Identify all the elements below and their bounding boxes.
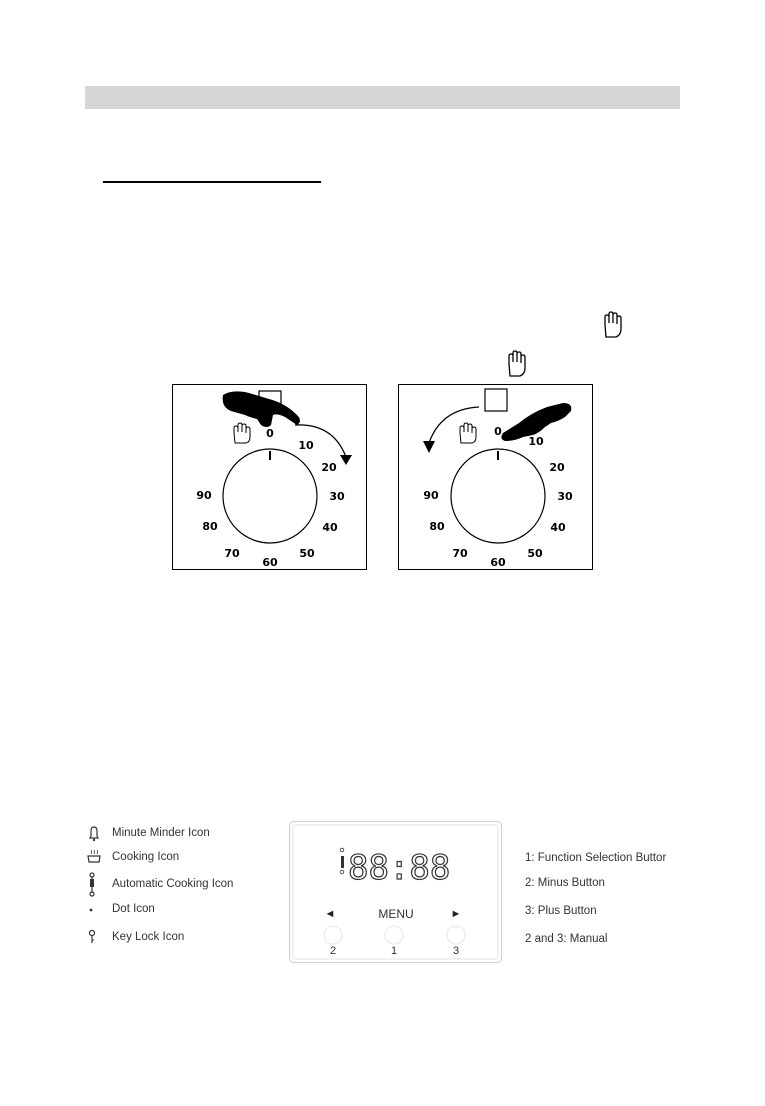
dial-circle bbox=[223, 449, 317, 543]
dial-number: 70 bbox=[452, 547, 468, 560]
dial-number: 60 bbox=[262, 556, 278, 569]
plus-button[interactable] bbox=[447, 926, 465, 944]
left-arrow-icon: ◄ bbox=[324, 908, 336, 920]
dial-number: 10 bbox=[298, 439, 314, 452]
manual-hand-icon bbox=[600, 311, 624, 339]
section-header-bar bbox=[85, 86, 680, 109]
button-legend-item: 1: Function Selection Buttor bbox=[525, 852, 667, 864]
dial-circle bbox=[451, 449, 545, 543]
legend-item bbox=[84, 824, 210, 842]
minus-button[interactable] bbox=[324, 926, 342, 944]
arrow-head-icon bbox=[340, 455, 352, 465]
dial-number: 50 bbox=[299, 547, 315, 560]
key-icon bbox=[84, 928, 106, 946]
button-number: 1 bbox=[390, 945, 398, 957]
dial-number: 0 bbox=[266, 427, 274, 440]
display-illustration bbox=[290, 822, 501, 962]
button-square bbox=[485, 389, 507, 411]
automatic-cooking-icon bbox=[84, 871, 106, 897]
legend-label: Minute Minder Icon bbox=[112, 827, 210, 839]
dial-number: 30 bbox=[557, 490, 573, 503]
control-display-panel bbox=[289, 821, 502, 963]
pot-icon bbox=[84, 848, 106, 866]
display-status-icons bbox=[340, 848, 344, 874]
button-legend-item: 2: Minus Button bbox=[525, 877, 605, 889]
pressing-hand-icon bbox=[223, 391, 300, 427]
manual-hand-icon bbox=[460, 423, 476, 443]
dial-number: 90 bbox=[196, 489, 212, 502]
bell-icon bbox=[84, 824, 106, 842]
dial-diagram-counterclockwise bbox=[398, 384, 593, 570]
dial-number: 20 bbox=[321, 461, 337, 474]
legend-label: Key Lock Icon bbox=[112, 931, 185, 943]
dial-illustration bbox=[173, 385, 366, 569]
clock-digits bbox=[348, 848, 450, 888]
dial-diagram-clockwise bbox=[172, 384, 367, 570]
dial-number: 90 bbox=[423, 489, 439, 502]
legend-item bbox=[84, 871, 233, 897]
heading-underline bbox=[103, 181, 321, 183]
dial-number: 40 bbox=[550, 521, 566, 534]
function-selection-button[interactable] bbox=[385, 926, 403, 944]
dot-icon bbox=[84, 900, 106, 918]
legend-label: Dot Icon bbox=[112, 903, 155, 915]
button-number: 3 bbox=[452, 945, 460, 957]
dial-number: 50 bbox=[527, 547, 543, 560]
manual-hand-icon bbox=[234, 423, 250, 443]
dial-number: 80 bbox=[202, 520, 218, 533]
button-legend-item: 3: Plus Button bbox=[525, 905, 597, 917]
dial-number: 60 bbox=[490, 556, 506, 569]
arrow-head-icon bbox=[423, 441, 435, 453]
legend-item bbox=[84, 928, 184, 946]
button-legend-item: 2 and 3: Manual bbox=[525, 933, 608, 945]
dial-number: 0 bbox=[494, 425, 502, 438]
legend-label: Automatic Cooking Icon bbox=[112, 878, 234, 890]
dial-number: 70 bbox=[224, 547, 240, 560]
manual-hand-icon bbox=[504, 350, 528, 378]
dial-number: 10 bbox=[528, 435, 544, 448]
right-arrow-icon: ► bbox=[450, 908, 462, 920]
legend-item bbox=[84, 848, 179, 866]
dial-illustration bbox=[399, 385, 592, 569]
display-digits: 88:88 bbox=[348, 848, 451, 888]
dial-number: 30 bbox=[329, 490, 345, 503]
dial-number: 20 bbox=[549, 461, 565, 474]
button-number: 2 bbox=[329, 945, 337, 957]
legend-item bbox=[84, 900, 155, 918]
menu-label: MENU bbox=[378, 907, 414, 921]
dial-number: 80 bbox=[429, 520, 445, 533]
legend-label: Cooking Icon bbox=[112, 851, 180, 863]
dial-number: 40 bbox=[322, 521, 338, 534]
